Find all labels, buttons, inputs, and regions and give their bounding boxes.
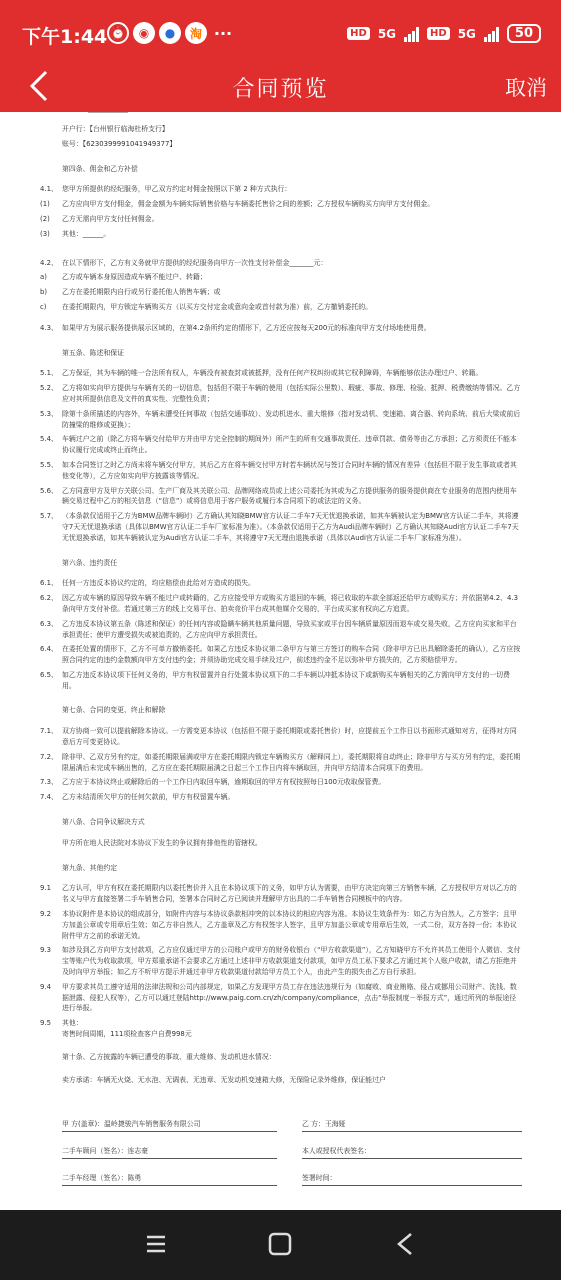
clause-text: 任何一方违反本协议约定的，均应赔偿由此给对方造成的损失。 — [62, 579, 255, 588]
taobao-icon: 淘 — [185, 22, 207, 44]
clause-text: 双方协商一致可以提前解除本协议。一方需变更本协议（包括但不限于委托期限或委托售价）时，应提前五个工作日以书面形式通知对方，征得对方同意后方可变更协议。 — [62, 727, 517, 747]
clause-number: 6.2、 — [40, 594, 58, 603]
back-nav-button[interactable] — [395, 1232, 415, 1260]
clause-text: 乙方无需向甲方支付任何佣金。 — [62, 214, 159, 223]
section-4-title: 第四条、佣金和乙方补偿 — [62, 164, 138, 173]
clause — [40, 409, 523, 431]
account-number: 账号：【6230399991041949377】 — [62, 139, 177, 148]
clause-number: 9.3 — [40, 946, 51, 955]
clause — [40, 434, 523, 456]
clause-text: 车辆过户之前（除乙方将车辆交付给甲方并由甲方完全控制的期间外）所产生的所有交通事故责任、违章罚款、债务等由乙方承担；乙方须责任不能本协议履行完成或终止而终止。 — [62, 435, 517, 455]
clause-number: (3) — [40, 229, 50, 238]
clause-number: 7.4、 — [40, 793, 58, 802]
clause-number: 6.5、 — [40, 670, 58, 679]
clause — [40, 323, 523, 334]
line-fragment — [88, 112, 128, 113]
clause — [40, 460, 523, 482]
section-6-list — [40, 578, 523, 691]
clause-number: 5.5、 — [40, 460, 58, 469]
contract-document[interactable] — [0, 112, 561, 1210]
clause-text: 乙方应于本协议终止或解除后的一个工作日内取回车辆，逾期取回的甲方有权按照每日100元收取保管费。 — [62, 778, 386, 787]
clause-number: 9.5 — [40, 1019, 51, 1028]
clause-text: 乙方将如实向甲方提供与车辆有关的一切信息，包括但不限于车辆的使用（包括实际公里数）、瑕疵、事故、修理、检验、抵押、税费缴纳等情况。乙方应对其所提供信息及文件的真实性、完整性负责； — [62, 384, 521, 403]
clause-number: 5.2、 — [40, 384, 58, 393]
clause-text: 乙方保证，其为车辆的唯一合法所有权人，车辆没有被查封或被抵押，没有任何产权纠纷或其它权利障碍，车辆能够依法办理过户、转籍。 — [62, 369, 483, 378]
clause-text: 乙方同意甲方及甲方关联公司、生产厂商及其关联公司、品牌网络成员或上述公司委托为其或为乙方提供服务的服务提供商在专业服务的范围内使用车辆交易过程中乙方的相关信息（“信息”）或将信息用于客户服务或履行本合同项下的或法定的义务。 — [62, 486, 517, 506]
section-4-list — [40, 184, 523, 333]
system-navigation-bar — [0, 1210, 561, 1280]
clause — [40, 726, 523, 748]
clause-number: 9.1 — [40, 884, 51, 893]
advisor-signature: 二手车顾问（签名）：连志豪 — [62, 1147, 149, 1156]
signature-block — [62, 1119, 523, 1210]
clause — [40, 258, 523, 269]
clause — [40, 982, 523, 1014]
page-title: 合同预览 — [232, 77, 329, 102]
clause-number: 9.2 — [40, 910, 51, 919]
clause-number: c) — [40, 302, 47, 311]
cancel-button[interactable]: 取消 — [505, 76, 547, 100]
clause-text: 除非甲、乙双方另有约定，如委托期限届满或甲方在委托期限内锁定车辆购买方（解释同上），委托期限将自动终止；除非甲方与买方另有约定，委托期限届满后未完成车辆出售的，乙方应在委托期限届满之日起三个工作日内将车辆取回，并向甲方结清本合同项下的费用。 — [62, 752, 521, 772]
clause-text: 在委托处置的情形下，乙方不可单方撤销委托。如果乙方违反本协议第二条甲方与第三方签订的购车合同（除非甲方已出具解除委托的确认），乙方应按照合同约定的违约金数额向甲方支付违约金；并须协助完成交易手续及过户，前述违约金不足以弥补甲方损失的，乙方须赔偿甲方。 — [62, 645, 521, 665]
more-icon: ··· — [213, 23, 233, 43]
underline — [302, 1185, 522, 1186]
network-label-1: 5G — [377, 26, 397, 41]
section-10-title: 第十条、乙方披露的车辆已遭受的事故、重大维修、发动机进水情况： — [62, 1052, 276, 1061]
signal-icon-2 — [484, 26, 499, 42]
section-10-text: 卖方承诺：车辆无火烧、无水泡、无调表、无违章、无发动机变速箱大修，无保险记录外维修，保证能过户 — [62, 1075, 386, 1084]
clause-text: 在以下情形下，乙方有义务就甲方提供的经纪服务向甲方一次性支付补偿金_______元： — [62, 258, 328, 267]
underline — [302, 1131, 522, 1132]
sign-time: 签署时间： — [302, 1174, 337, 1183]
clause — [40, 199, 523, 210]
manager-signature: 二手车经理（签名）：陈勇 — [62, 1174, 142, 1183]
section-5-title: 第五条、陈述和保证 — [62, 348, 125, 357]
underline — [62, 1158, 277, 1159]
clause-text: 如本合同签订之时乙方尚未将车辆交付甲方，其后乙方在将车辆交付甲方时若车辆状况与签订合同时车辆的情况有差异（包括但不限于发生事故或者其他变化等），乙方应如实向甲方披露该等情况。 — [62, 460, 517, 480]
section-7-title: 第七条、合同的变更、终止和解除 — [62, 706, 166, 715]
clause — [40, 909, 523, 941]
status-bar — [0, 0, 561, 62]
clause-text: 如涉及到乙方向甲方支付款项，乙方应仅通过甲方的公司账户或甲方的财务收银台（“甲方收款渠道”），乙方知晓甲方不允许其员工使用个人微信、支付宝等账户代为收取款项，甲方郑重承诺不会要求乙方通过上述非甲方收款渠道支付款项，如甲方员工私下要求乙方通过其个人账户收款，请乙方拒绝并及时向甲方举报；如乙方不听甲方提示并通过非甲方收款渠道付款给甲方员工个人，由此产生的损失由乙方自行承担。 — [62, 946, 521, 977]
clause-number: (1) — [40, 200, 50, 209]
clause-text: 除第十条所描述的内容外，车辆未遭受任何事故（包括交通事故）、发动机进水、重大维修（指对发动机、变速箱、离合器、转向系统、前后大梁或前后防撞梁的维修或更换）； — [62, 409, 521, 429]
clause-number: 5.6、 — [40, 486, 58, 495]
clause-number: a) — [40, 273, 47, 282]
clause-text: 甲方要求其员工遵守适用的法律法规和公司内部规定，如果乙方发现甲方员工存在违法违规行为（如腐败、商业贿赂、侵占或挪用公司财产、洗钱、数据泄露、侵犯人权等），乙方可以通过登陆http://www.paig.com.cn/zh/company/compliance，点击“举报制度－举报方式”，通过所列的举报途径进行举报。 — [62, 982, 517, 1013]
alarm-icon: ⏰ — [107, 22, 129, 44]
authorized-signature: 本人或授权代表签名： — [302, 1147, 371, 1156]
clause — [40, 777, 523, 788]
clause-text: 因乙方或车辆的原因导致车辆不能过户或转籍的，乙方应接受甲方或购买方退回的车辆，将已收取的车款全部返还给甲方或购买方；并依据第4.2、4.3条向甲方支付补偿。若通过第三方的线上交易平台、拍卖竞价平台成其他媒介交易的，平台成买家有权向乙方追责。 — [62, 594, 519, 613]
clause-text: 乙方违反本协议第五条（陈述和保证）的任何内容或隐瞒车辆其他质量问题，导致买家或平台因车辆质量原因而退车或交易失败，乙方应向买家和平台承担责任；使甲方遭受损失或被追责的，乙方应向甲方承担责任。 — [62, 619, 517, 639]
clause — [40, 229, 523, 240]
back-triangle-icon — [395, 1232, 415, 1256]
clause — [40, 368, 523, 379]
clause-text: 乙方或车辆本身原因造成车辆不能过户、转籍； — [62, 273, 207, 282]
network-label-2: 5G — [457, 26, 476, 41]
clause — [40, 593, 523, 615]
section-5-list — [40, 368, 523, 543]
clause-number: 7.3、 — [40, 778, 58, 787]
clause-text: 乙方应向甲方支付佣金，佣金金额为车辆实际销售价格与车辆委托售价之间的差额；乙方授权车辆购买方向甲方支付佣金。 — [62, 200, 435, 209]
clause — [40, 578, 523, 589]
clause-number: 4.3、 — [40, 323, 58, 332]
clause — [40, 792, 523, 803]
section-8-title: 第八条、合同争议解决方式 — [62, 818, 145, 827]
weibo-icon: ◉ — [133, 22, 155, 44]
menu-button[interactable] — [145, 1232, 167, 1260]
clause — [40, 287, 523, 298]
clause-number: 5.3、 — [40, 409, 58, 418]
clause-number: 7.2、 — [40, 752, 58, 761]
clause-number: 5.4、 — [40, 435, 58, 444]
clause-text: 其他：______。 — [62, 229, 111, 238]
clause-number: (2) — [40, 214, 50, 223]
clause — [40, 619, 523, 641]
status-right — [347, 24, 541, 43]
clause — [40, 486, 523, 508]
clause — [40, 1018, 523, 1040]
battery-icon: 50 — [507, 24, 541, 43]
clause-number: 5.1、 — [40, 369, 58, 378]
clause — [40, 945, 523, 977]
hd-badge-2: HD — [427, 27, 450, 40]
section-9-title: 第九条、其他约定 — [62, 863, 118, 872]
menu-icon — [145, 1232, 167, 1256]
clause-text: 乙方认可，甲方有权在委托期限内以委托售价并入且在本协议项下的义务，如甲方认为需要，由甲方决定向第三方销售车辆，乙方授权甲方对以乙方的名义与甲方直接签署二手车销售合同，签署本合同时乙方已阅读并理解甲方出具的二手车销售合同模板中的内容。 — [62, 884, 517, 904]
clause-number: 6.1、 — [40, 579, 58, 588]
hd-badge: HD — [347, 27, 370, 40]
clause — [40, 752, 523, 774]
home-square-icon — [268, 1232, 292, 1256]
clause-text: 乙方未结清所欠甲方的任何欠款前，甲方有权留置车辆。 — [62, 793, 235, 802]
section-8-text: 甲方所在地人民法院对本协议下发生的争议拥有排他性的管辖权。 — [62, 838, 262, 847]
clause — [40, 302, 523, 313]
party-a-label: 甲 方(盖章)：温岭捷骏汽车销售服务有限公司 — [62, 1120, 201, 1129]
underline — [62, 1185, 277, 1186]
clause-text: 乙方在委托期限内自行或另行委托他人销售车辆；或 — [62, 288, 221, 297]
status-time: 下午1:44 — [22, 26, 108, 48]
clause-text: 您甲方所提供的经纪服务，甲乙双方约定对佣金按照以下第 2 种方式执行： — [62, 185, 292, 194]
underline — [302, 1158, 522, 1159]
navigation-bar — [0, 62, 561, 112]
section-6-title: 第六条、违约责任 — [62, 558, 118, 567]
clause-number: 5.7、 — [40, 512, 58, 521]
signal-icon — [404, 26, 419, 42]
party-b-label: 乙 方：王海娅 — [302, 1120, 346, 1129]
clause — [40, 383, 523, 405]
section-7-list — [40, 726, 523, 803]
clause — [40, 644, 523, 666]
clause-text: 在委托期限内，甲方锁定车辆购买方（以买方交付定金或意向金或首付款为准）前，乙方撤销委托的。 — [62, 302, 373, 311]
clause — [40, 272, 523, 283]
clause — [40, 511, 523, 543]
bank-name: 开户行：【台州银行临海杜桥支行】 — [62, 125, 169, 133]
app-notification-icon: ● — [159, 22, 181, 44]
clause-text: 如果甲方为展示服务提供展示区域的，在第4.2条所约定的情形下，乙方还应按每天200元的标准向甲方支付场地使用费。 — [62, 323, 431, 332]
clause-number: 6.4、 — [40, 645, 58, 654]
clause-text: （本条款仅适用于乙方为BMW品牌车辆时）乙方确认其知晓BMW官方认证二手车7天无忧退换承诺，如其车辆被认定为BMW官方认证二手车，其将遵守7天无忧退换承诺（具体以BMW官方认证二手车厂家标准为准）。（本条款仅适用于乙方为Audi品牌车辆时）乙方确认其知晓Audi官方认证二手车7天无忧退换承诺，如其车辆被认定为Audi官方认证二手车，其将遵守7天无理由退换承诺（具体以Audi官方认证二手车厂家标准为准）。 — [62, 512, 519, 542]
clause-number: 4.2、 — [40, 258, 58, 267]
clause-number: b) — [40, 288, 48, 297]
clause-number: 9.4 — [40, 982, 51, 991]
clause-text: 本协议附件是本协议的组成部分，如附件内容与本协议条款相冲突的以本协议的相应内容为准。本协议生效条件为：如乙方为自然人，乙方签字；且甲方加盖公章或专用章后生效；如乙方非自然人，乙方盖章及乙方有权签字人签字，且甲方加盖公章或专用章后生效，一式二份，双方各持一份；本协议附件甲方之前的承诺无效。 — [62, 910, 517, 940]
underline — [62, 1131, 277, 1132]
clause-number: 4.1、 — [40, 185, 58, 194]
clause-text: 如乙方违反本协议项下任何义务的，甲方有权留置并自行处置本协议项下的二手车辆以冲抵本协议下或新购买车辆相关的乙方需向甲方支付的一切费用。 — [62, 670, 510, 690]
clause — [40, 214, 523, 225]
clause-text: 其他： 寄售时间周期，111项检查客户自费998元 — [62, 1019, 192, 1039]
home-button[interactable] — [268, 1232, 292, 1260]
clause — [40, 184, 523, 195]
clause — [40, 883, 523, 905]
clause-number: 6.3、 — [40, 619, 58, 628]
clause — [40, 670, 523, 692]
section-9-list — [40, 883, 523, 1039]
clause-number: 7.1、 — [40, 727, 58, 736]
